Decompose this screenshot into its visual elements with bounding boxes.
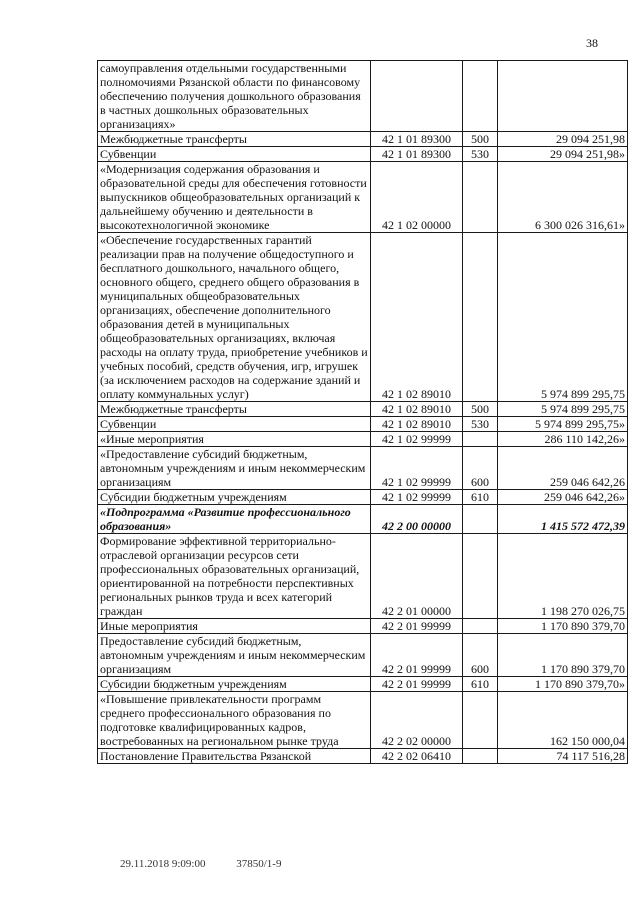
footer-datetime: 29.11.2018 9:09:00 (120, 858, 206, 870)
row-expense-type-cell (463, 692, 498, 749)
row-name-cell: «Иные мероприятия (98, 432, 371, 447)
table-row (98, 61, 628, 132)
row-name-cell: Постановление Правительства Рязанской (98, 749, 371, 764)
row-name-cell: «Предоставление субсидий бюджетным, автономным учреждениям и иным некоммерческим организациям (98, 447, 371, 490)
row-code-cell: 42 2 02 00000 (371, 692, 463, 749)
row-amount-cell: 259 046 642,26» (498, 490, 628, 505)
row-expense-type-cell: 610 (463, 490, 498, 505)
table-row (98, 402, 628, 417)
row-expense-type-cell (463, 432, 498, 447)
row-expense-type-cell: 600 (463, 634, 498, 677)
row-name-cell: Субвенции (98, 147, 371, 162)
row-code-cell: 42 1 02 99999 (371, 432, 463, 447)
row-expense-type-cell: 530 (463, 147, 498, 162)
row-expense-type-cell (463, 162, 498, 233)
row-expense-type-cell (463, 505, 498, 534)
row-code-cell: 42 2 01 99999 (371, 619, 463, 634)
row-amount-cell: 162 150 000,04 (498, 692, 628, 749)
budget-table-body (98, 61, 628, 764)
row-code-cell: 42 1 02 89010 (371, 402, 463, 417)
row-expense-type-cell: 500 (463, 132, 498, 147)
row-amount-cell (498, 61, 628, 132)
table-row (98, 147, 628, 162)
table-row (98, 162, 628, 233)
row-amount-cell: 29 094 251,98 (498, 132, 628, 147)
row-name-cell: «Обеспечение государственных гарантий реализации прав на получение общедоступного и бесплатного дошкольного, начального общего, основного общего, среднего общего образования в муниципальных общеобразовательных организациях, обеспечение дополнительного образования детей в муниципальных общеобразовательных организациях, включая расходы на оплату труда, приобретение учебников и учебных пособий, средств обучения, игр, игрушек (за исключением расходов на содержание зданий и оплату коммунальных услуг) (98, 233, 371, 402)
row-amount-cell: 29 094 251,98» (498, 147, 628, 162)
row-amount-cell: 1 198 270 026,75 (498, 534, 628, 619)
row-expense-type-cell (463, 619, 498, 634)
row-amount-cell: 286 110 142,26» (498, 432, 628, 447)
row-code-cell: 42 2 02 06410 (371, 749, 463, 764)
table-row (98, 619, 628, 634)
row-amount-cell: 1 415 572 472,39 (498, 505, 628, 534)
table-row (98, 417, 628, 432)
row-code-cell: 42 2 01 00000 (371, 534, 463, 619)
row-code-cell: 42 1 01 89300 (371, 132, 463, 147)
table-row (98, 447, 628, 490)
row-name-cell: самоуправления отдельными государственными полномочиями Рязанской области по финансовому обеспечению получения дошкольного образования в частных дошкольных образовательных организациях» (98, 61, 371, 132)
row-expense-type-cell (463, 61, 498, 132)
table-row (98, 233, 628, 402)
table-row (98, 505, 628, 534)
row-amount-cell: 5 974 899 295,75 (498, 233, 628, 402)
row-expense-type-cell: 610 (463, 677, 498, 692)
table-row (98, 677, 628, 692)
row-name-cell: «Повышение привлекательности программ среднего профессионального образования по подготовке квалифицированных кадров, востребованных на региональном рынке труда (98, 692, 371, 749)
table-row (98, 432, 628, 447)
row-code-cell (371, 61, 463, 132)
row-amount-cell: 1 170 890 379,70» (498, 677, 628, 692)
row-code-cell: 42 1 01 89300 (371, 147, 463, 162)
row-name-cell: Субсидии бюджетным учреждениям (98, 490, 371, 505)
table-row (98, 534, 628, 619)
row-name-cell: Субсидии бюджетным учреждениям (98, 677, 371, 692)
row-expense-type-cell: 530 (463, 417, 498, 432)
row-name-cell: Предоставление субсидий бюджетным, автономным учреждениям и иным некоммерческим организациям (98, 634, 371, 677)
row-amount-cell: 259 046 642,26 (498, 447, 628, 490)
row-code-cell: 42 2 00 00000 (371, 505, 463, 534)
budget-table (97, 60, 628, 764)
table-row (98, 634, 628, 677)
row-code-cell: 42 2 01 99999 (371, 634, 463, 677)
row-name-cell: Иные мероприятия (98, 619, 371, 634)
row-expense-type-cell: 500 (463, 402, 498, 417)
table-row (98, 692, 628, 749)
row-expense-type-cell: 600 (463, 447, 498, 490)
row-name-cell: Межбюджетные трансферты (98, 402, 371, 417)
row-code-cell: 42 1 02 00000 (371, 162, 463, 233)
row-code-cell: 42 1 02 89010 (371, 417, 463, 432)
row-code-cell: 42 2 01 99999 (371, 677, 463, 692)
row-amount-cell: 5 974 899 295,75 (498, 402, 628, 417)
row-amount-cell: 6 300 026 316,61» (498, 162, 628, 233)
row-amount-cell: 1 170 890 379,70 (498, 634, 628, 677)
row-code-cell: 42 1 02 99999 (371, 490, 463, 505)
table-row (98, 490, 628, 505)
row-code-cell: 42 1 02 89010 (371, 233, 463, 402)
row-name-cell: Субвенции (98, 417, 371, 432)
page-footer (120, 858, 309, 870)
row-amount-cell: 74 117 516,28 (498, 749, 628, 764)
row-code-cell: 42 1 02 99999 (371, 447, 463, 490)
page-number: 38 (586, 36, 598, 50)
row-name-cell: Межбюджетные трансферты (98, 132, 371, 147)
row-expense-type-cell (463, 233, 498, 402)
row-expense-type-cell (463, 749, 498, 764)
table-row (98, 749, 628, 764)
row-name-cell: Формирование эффективной территориально-отраслевой организации ресурсов сети профессиональных образовательных организаций, ориентированной на потребности перспективных региональных рынков труда и всех категорий граждан (98, 534, 371, 619)
row-name-cell: «Модернизация содержания образования и образовательной среды для обеспечения готовности выпускников общеобразовательных организаций к дальнейшему обучению и деятельности в высокотехнологичной экономике (98, 162, 371, 233)
footer-doc-id: 37850/1-9 (236, 858, 282, 870)
table-row (98, 132, 628, 147)
row-name-cell: «Подпрограмма «Развитие профессионального образования» (98, 505, 371, 534)
row-amount-cell: 1 170 890 379,70 (498, 619, 628, 634)
row-expense-type-cell (463, 534, 498, 619)
row-amount-cell: 5 974 899 295,75» (498, 417, 628, 432)
